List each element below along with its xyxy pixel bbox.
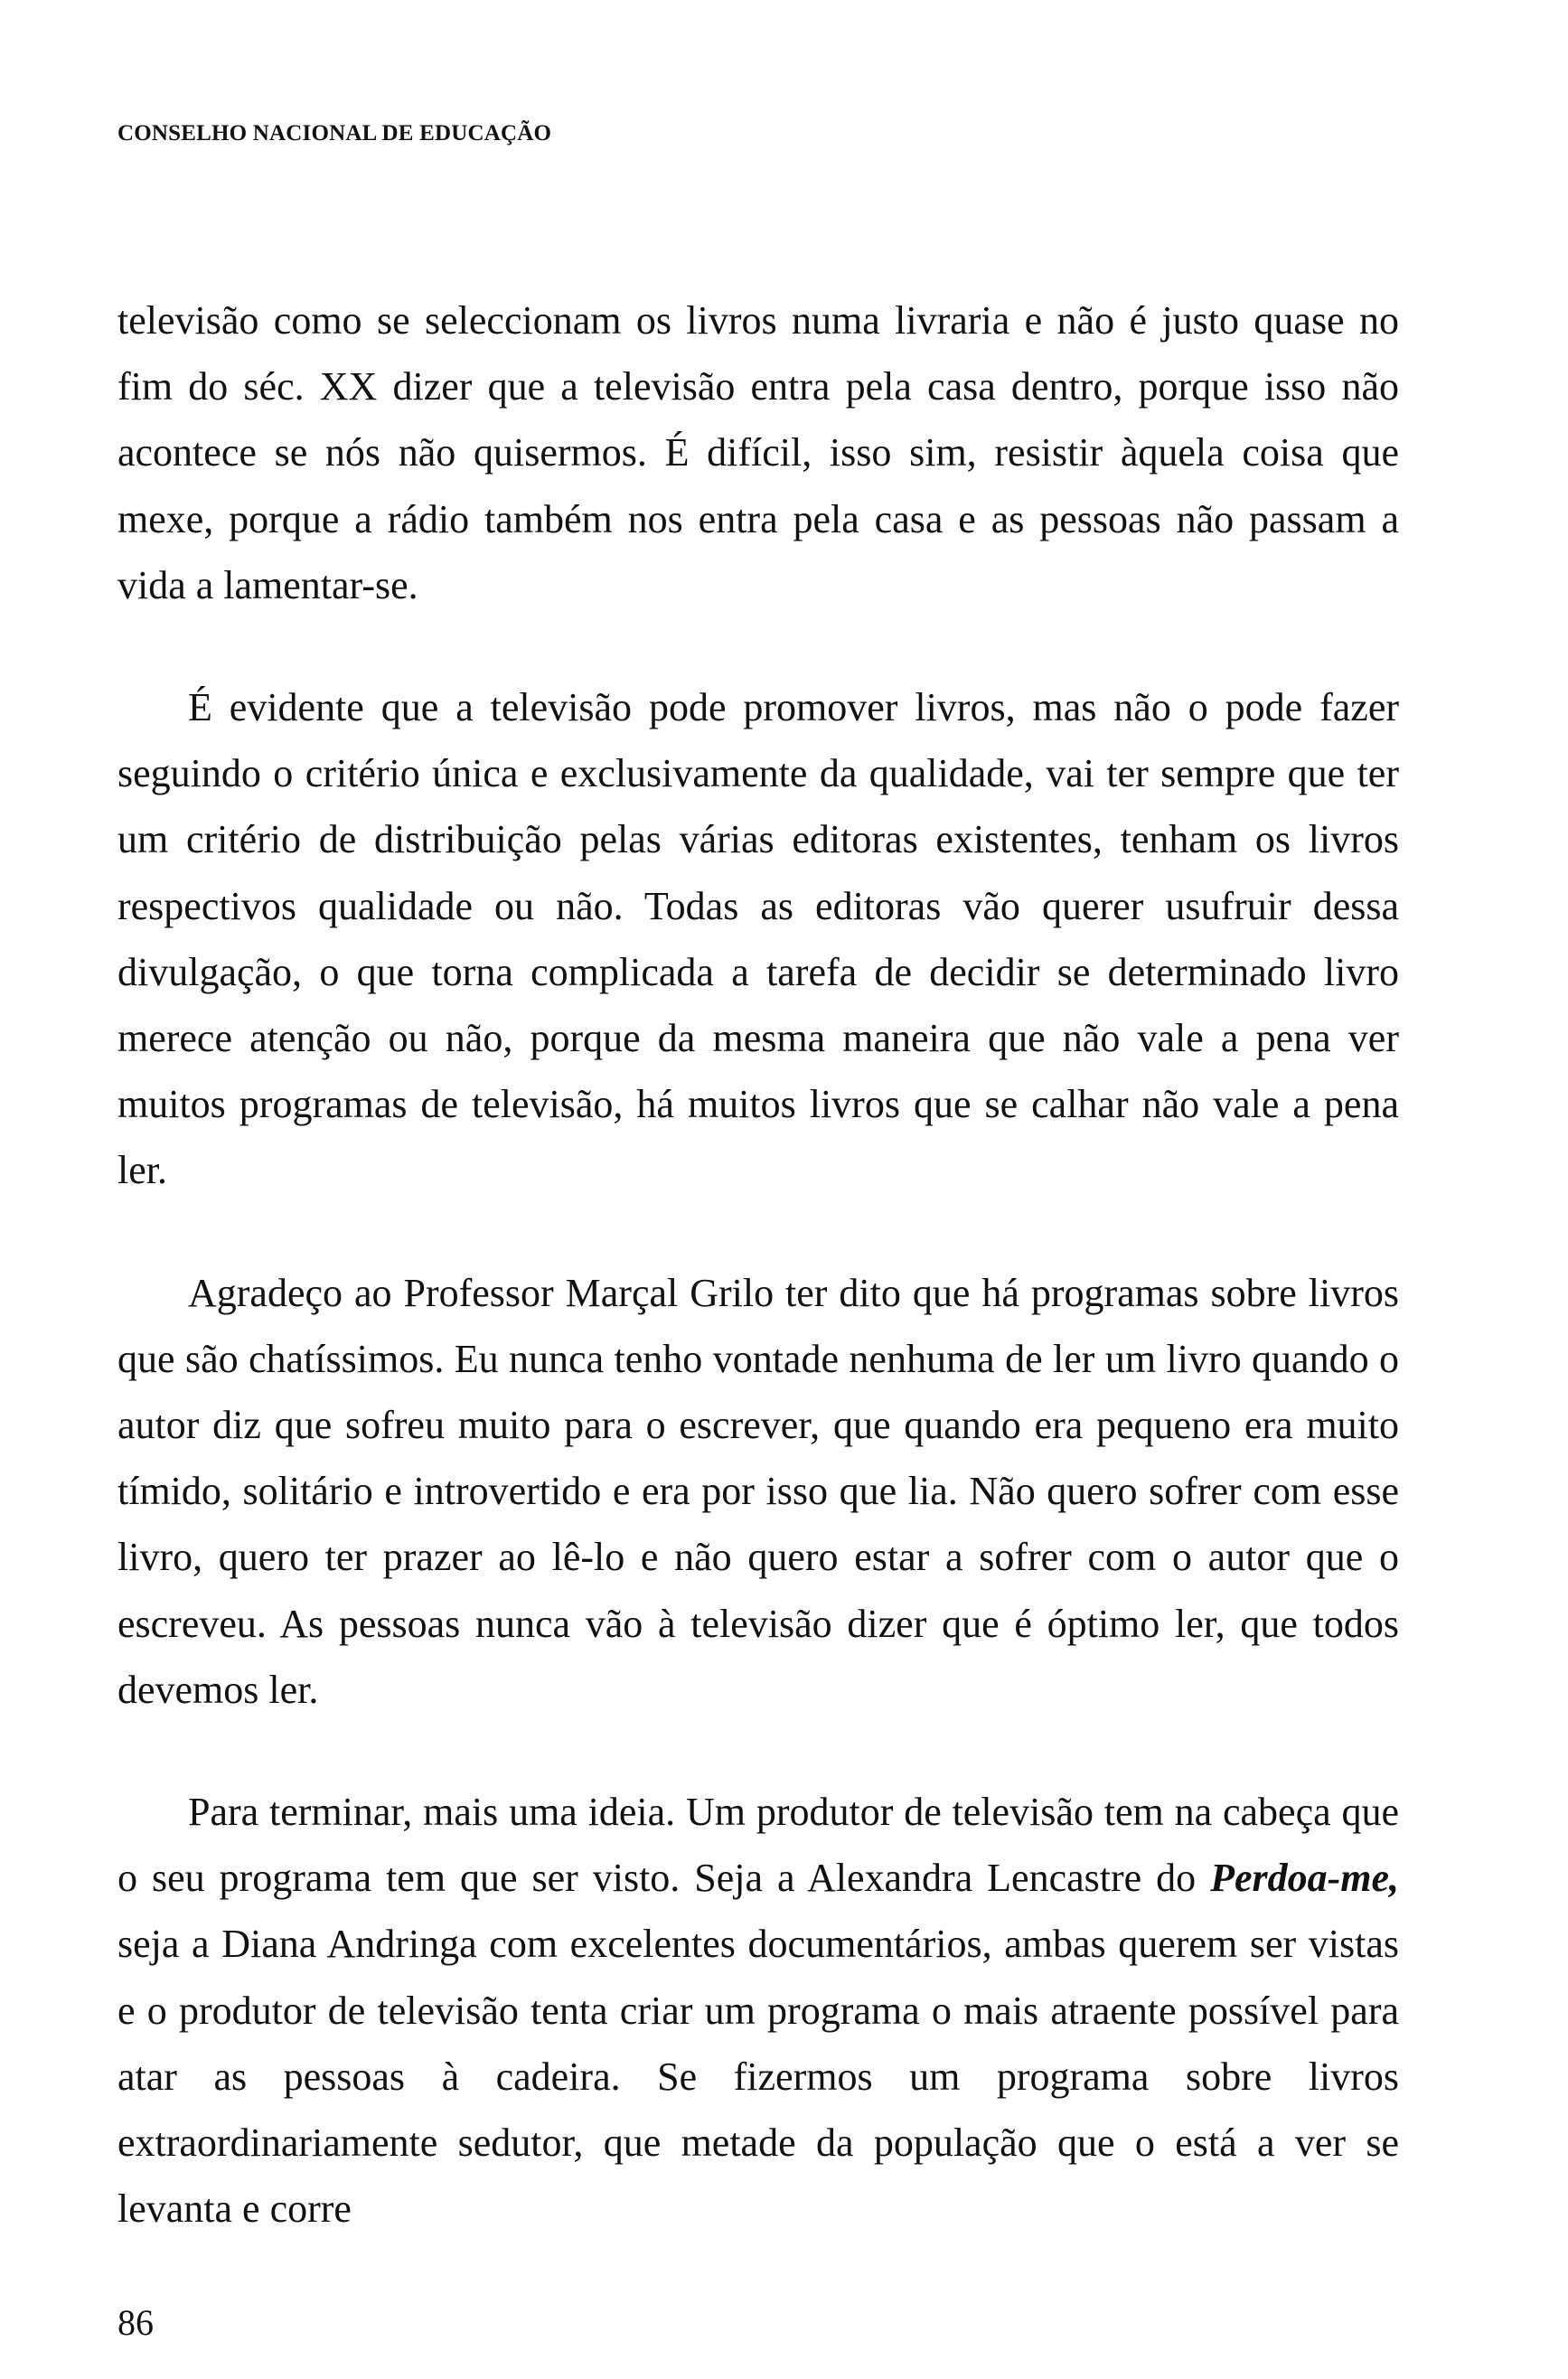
program-title-emphasis: Perdoa-me, [1210,1856,1399,1901]
paragraph-text-after: seja a Diana Andringa com excelentes documentários, ambas querem ser vistas e o produtor de televisão tenta criar um programa o mais atraente possível para atar as pessoas à cadeira. Se fizermos um programa sobre livros extraordinariamente sedutor, que metade da população que o está a ver se levanta e corre [117,1922,1399,2232]
body-text [117,287,1399,2242]
paragraph-text-before: Para terminar, mais uma ideia. Um produtor de televisão tem na cabeça que o seu programa tem que ser visto. Seja a Alexandra Lencastre do [117,1790,1399,1901]
paragraph: Agradeço ao Professor Marçal Grilo ter dito que há programas sobre livros que são chatíssimos. Eu nunca tenho vontade nenhuma de ler um livro quando o autor diz que sofreu muito para o escrever, que quando era pequeno era muito tímido, solitário e introvertido e era por isso que lia. Não quero sofrer com esse livro, quero ter prazer ao lê-lo e não quero estar a sofrer com o autor que o escreveu. As pessoas nunca vão à televisão dizer que é óptimo ler, que todos devemos ler. [117,1270,1399,1712]
page-number: 86 [117,2302,154,2343]
paragraph: É evidente que a televisão pode promover livros, mas não o pode fazer seguindo o critério única e exclusivamente da qualidade, vai ter sempre que ter um critério de distribuição pelas várias editoras existentes, tenham os livros respectivos qualidade ou não. Todas as editoras vão querer usufruir dessa divulgação, o que torna complicada a tarefa de decidir se determinado livro merece atenção ou não, porque da mesma maneira que não vale a pena ver muitos programas de televisão, há muitos livros que se calhar não vale a pena ler. [117,685,1399,1193]
paragraph [117,1779,1399,2242]
running-header: CONSELHO NACIONAL DE EDUCAÇÃO [117,121,552,146]
paragraph-continuation: televisão como se seleccionam os livros numa livraria e não é justo quase no fim do séc. XX dizer que a televisão entra pela casa dentro, porque isso não acontece se nós não quisermos. É difícil, isso sim, resistir àquela coisa que mexe, porque a rádio também nos entra pela casa e as pessoas não passam a vida a lamentar-se. [117,298,1399,607]
